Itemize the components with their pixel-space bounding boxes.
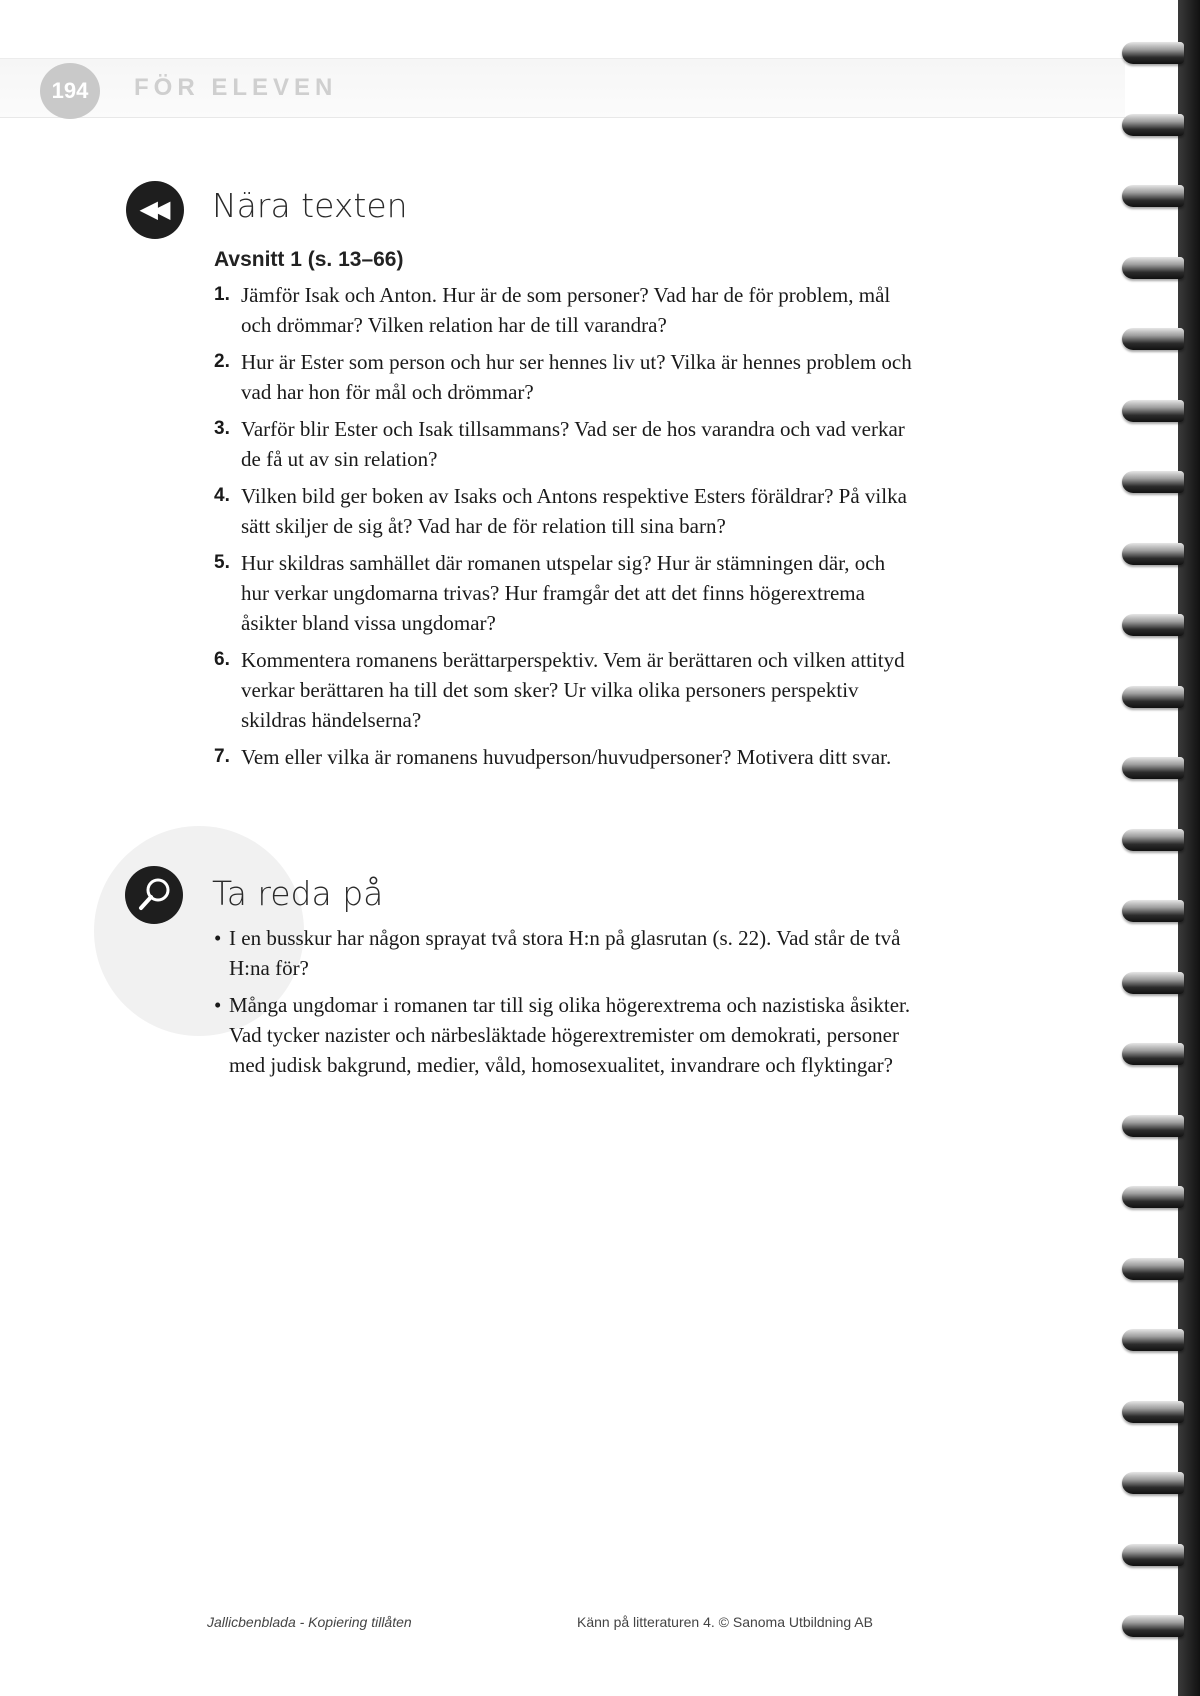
question-item	[214, 742, 914, 772]
section-subheading: Avsnitt 1 (s. 13–66)	[214, 248, 404, 271]
spiral-coil	[1122, 543, 1184, 565]
bullet-text: Många ungdomar i romanen tar till sig olika högerextrema och nazistiska åsikter. Vad tycker nazister och närbesläktade högerextremister om demokrati, personer med judisk bakgrund, medier, våld, homosexualitet, invandrare och flyktingar?	[229, 993, 911, 1077]
bullet-item	[214, 990, 914, 1080]
magnifier-icon	[125, 866, 183, 924]
spiral-coil	[1122, 1329, 1184, 1351]
spiral-coil	[1122, 42, 1184, 64]
bullet-item	[214, 923, 914, 983]
section-title-ta-reda-pa: Ta reda på	[212, 874, 384, 913]
spiral-coil	[1122, 614, 1184, 636]
question-item	[214, 548, 914, 638]
spiral-coil	[1122, 1186, 1184, 1208]
bullet-dot: •	[214, 993, 222, 1017]
question-number: 3.	[214, 418, 230, 439]
question-item	[214, 414, 914, 474]
spiral-coil	[1122, 185, 1184, 207]
spiral-coil	[1122, 400, 1184, 422]
spiral-coil	[1122, 471, 1184, 493]
spiral-coil	[1122, 829, 1184, 851]
spiral-coil	[1122, 1115, 1184, 1137]
spiral-coil	[1122, 257, 1184, 279]
question-item	[214, 645, 914, 735]
bullet-list	[214, 923, 914, 1087]
spiral-coil	[1122, 114, 1184, 136]
footer-copyright-note: Jallicbenblada - Kopiering tillåten	[207, 1614, 412, 1630]
bullet-text: I en busskur har någon sprayat två stora H:n på glasrutan (s. 22). Vad står de två H:na för?	[229, 926, 901, 980]
question-text: Vem eller vilka är romanens huvudperson/huvudpersoner? Motivera ditt svar.	[241, 745, 892, 769]
question-item	[214, 347, 914, 407]
spiral-coil	[1122, 1043, 1184, 1065]
question-text: Hur är Ester som person och hur ser hennes liv ut? Vilka är hennes problem och vad har hon för mål och drömmar?	[241, 350, 912, 404]
question-number: 1.	[214, 284, 230, 305]
question-text: Kommentera romanens berättarperspektiv. Vem är berättaren och vilken attityd verkar berättaren ha till det som sker? Ur vilka olika personers perspektiv skildras händelserna?	[241, 648, 905, 732]
question-text: Hur skildras samhället där romanen utspelar sig? Hur är stämningen där, och hur verkar ungdomarna trivas? Hur framgår det att det finns högerextrema åsikter bland vissa ungdomar?	[241, 551, 886, 635]
spiral-coil	[1122, 1258, 1184, 1280]
question-number: 7.	[214, 746, 230, 767]
spiral-coil	[1122, 1401, 1184, 1423]
spiral-coil	[1122, 328, 1184, 350]
question-item	[214, 280, 914, 340]
question-list	[214, 280, 914, 779]
bullet-dot: •	[214, 926, 222, 950]
rewind-icon: ◀◀	[126, 181, 184, 239]
spiral-coil	[1122, 1615, 1184, 1637]
question-text: Jämför Isak och Anton. Hur är de som personer? Vad har de för problem, mål och drömmar? Vilken relation har de till varandra?	[241, 283, 891, 337]
question-number: 4.	[214, 485, 230, 506]
question-number: 5.	[214, 552, 230, 573]
header-label: FÖR ELEVEN	[134, 74, 338, 101]
spiral-coil	[1122, 1472, 1184, 1494]
spiral-coil	[1122, 686, 1184, 708]
spiral-coil	[1122, 972, 1184, 994]
page-number: 194	[40, 63, 100, 119]
question-number: 6.	[214, 649, 230, 670]
spiral-coil	[1122, 900, 1184, 922]
spiral-coil	[1122, 1544, 1184, 1566]
section-title-nara-texten: Nära texten	[212, 186, 408, 225]
spiral-coil	[1122, 757, 1184, 779]
question-text: Vilken bild ger boken av Isaks och Antons respektive Esters föräldrar? På vilka sätt skiljer de sig åt? Vad har de för relation till sina barn?	[241, 484, 907, 538]
footer-publisher: Känn på litteraturen 4. © Sanoma Utbildning AB	[577, 1614, 873, 1630]
question-item	[214, 481, 914, 541]
question-text: Varför blir Ester och Isak tillsammans? Vad ser de hos varandra och vad verkar de få ut av sin relation?	[241, 417, 905, 471]
question-number: 2.	[214, 351, 230, 372]
